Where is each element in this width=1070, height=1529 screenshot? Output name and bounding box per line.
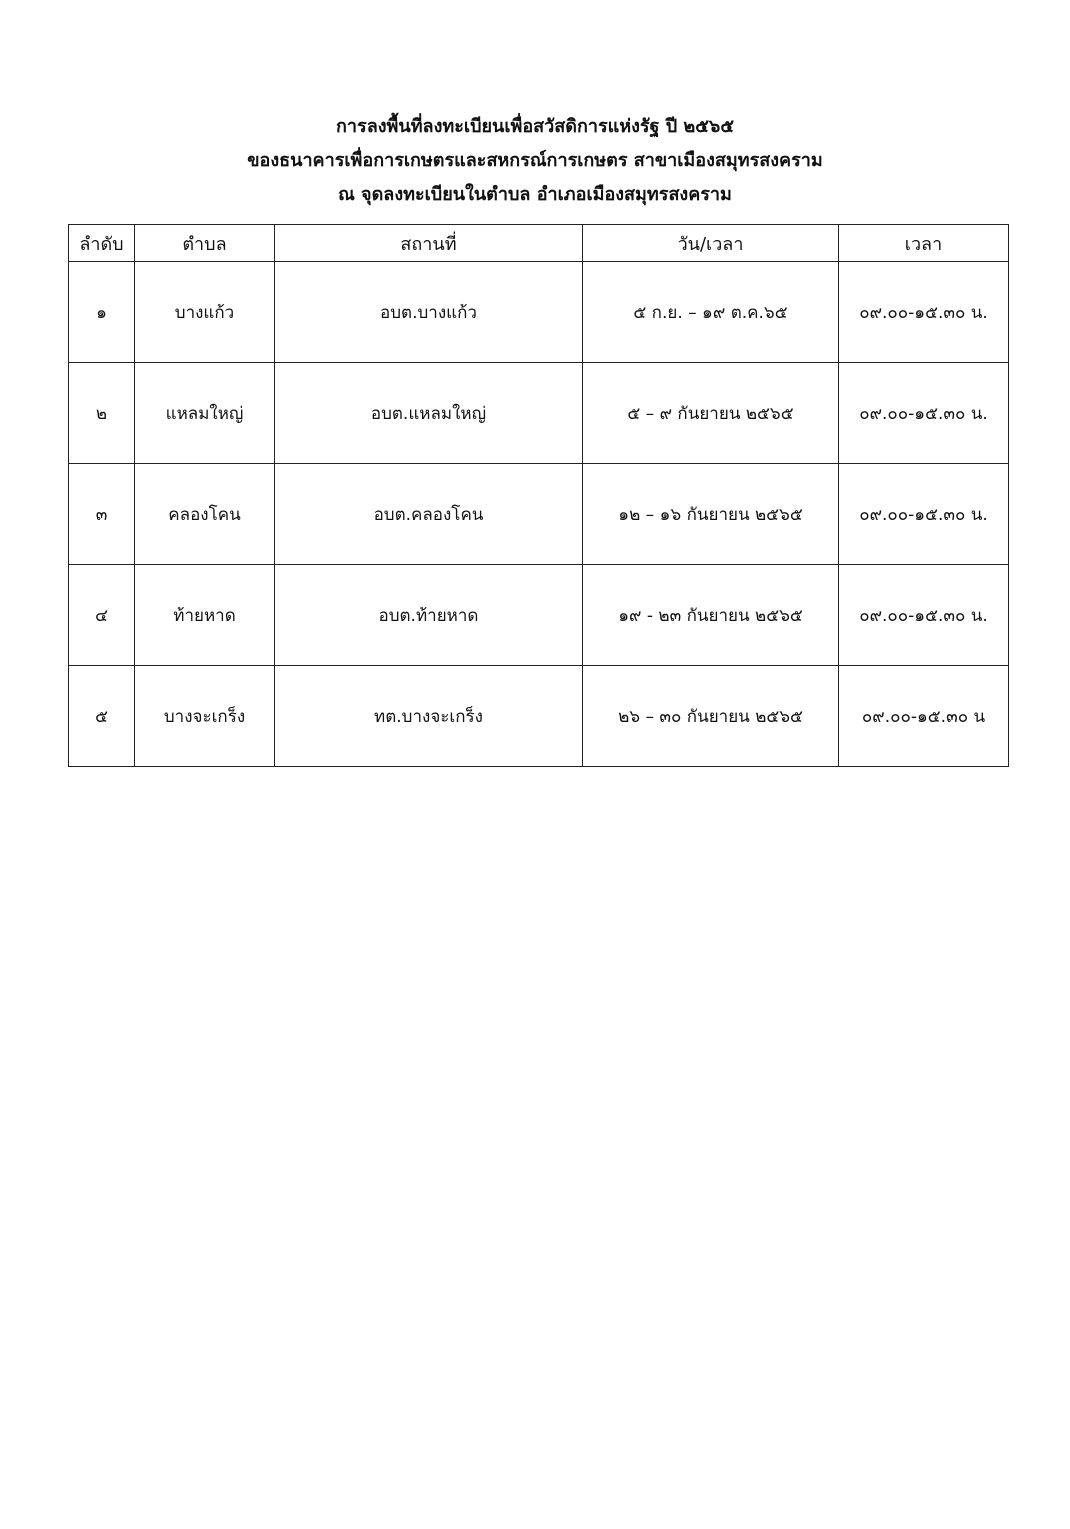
cell-date: ๑๒ – ๑๖ กันยายน ๒๕๖๕ <box>583 464 839 565</box>
cell-location: ทต.บางจะเกร็ง <box>275 666 583 767</box>
header-no: ลำดับ <box>69 225 135 262</box>
cell-subdistrict: บางแก้ว <box>135 262 275 363</box>
registration-schedule-table <box>68 224 1009 767</box>
cell-location: อบต.ท้ายหาด <box>275 565 583 666</box>
cell-date: ๕ ก.ย. – ๑๙ ต.ค.๖๕ <box>583 262 839 363</box>
cell-date: ๑๙ - ๒๓ กันยายน ๒๕๖๕ <box>583 565 839 666</box>
cell-time: ๐๙.๐๐-๑๕.๓๐ น. <box>839 262 1009 363</box>
header-location: สถานที่ <box>275 225 583 262</box>
cell-location: อบต.คลองโคน <box>275 464 583 565</box>
cell-location: อบต.บางแก้ว <box>275 262 583 363</box>
heading-line-1: การลงพื้นที่ลงทะเบียนเพื่อสวัสดิการแห่งรัฐ ปี ๒๕๖๕ <box>336 116 734 137</box>
cell-no: ๒ <box>69 363 135 464</box>
cell-no: ๑ <box>69 262 135 363</box>
cell-subdistrict: บางจะเกร็ง <box>135 666 275 767</box>
heading-line-2: ของธนาคารเพื่อการเกษตรและสหกรณ์การเกษตร สาขาเมืองสมุทรสงคราม <box>247 150 823 171</box>
table-row <box>69 565 1009 666</box>
table-header-row <box>69 225 1009 262</box>
cell-no: ๕ <box>69 666 135 767</box>
cell-time: ๐๙.๐๐-๑๕.๓๐ น. <box>839 363 1009 464</box>
header-subdistrict: ตำบล <box>135 225 275 262</box>
table-row <box>69 363 1009 464</box>
document-heading <box>0 110 1070 212</box>
cell-no: ๔ <box>69 565 135 666</box>
heading-line-3: ณ จุดลงทะเบียนในตำบล อำเภอเมืองสมุทรสงคราม <box>338 184 732 205</box>
header-date: วัน/เวลา <box>583 225 839 262</box>
cell-no: ๓ <box>69 464 135 565</box>
cell-time: ๐๙.๐๐-๑๕.๓๐ น <box>839 666 1009 767</box>
cell-subdistrict: ท้ายหาด <box>135 565 275 666</box>
cell-date: ๒๖ – ๓๐ กันยายน ๒๕๖๕ <box>583 666 839 767</box>
table-row <box>69 666 1009 767</box>
cell-subdistrict: คลองโคน <box>135 464 275 565</box>
cell-date: ๕ – ๙ กันยายน ๒๕๖๕ <box>583 363 839 464</box>
cell-subdistrict: แหลมใหญ่ <box>135 363 275 464</box>
cell-time: ๐๙.๐๐-๑๕.๓๐ น. <box>839 464 1009 565</box>
cell-time: ๐๙.๐๐-๑๕.๓๐ น. <box>839 565 1009 666</box>
header-time: เวลา <box>839 225 1009 262</box>
cell-location: อบต.แหลมใหญ่ <box>275 363 583 464</box>
table-row <box>69 464 1009 565</box>
table-row <box>69 262 1009 363</box>
